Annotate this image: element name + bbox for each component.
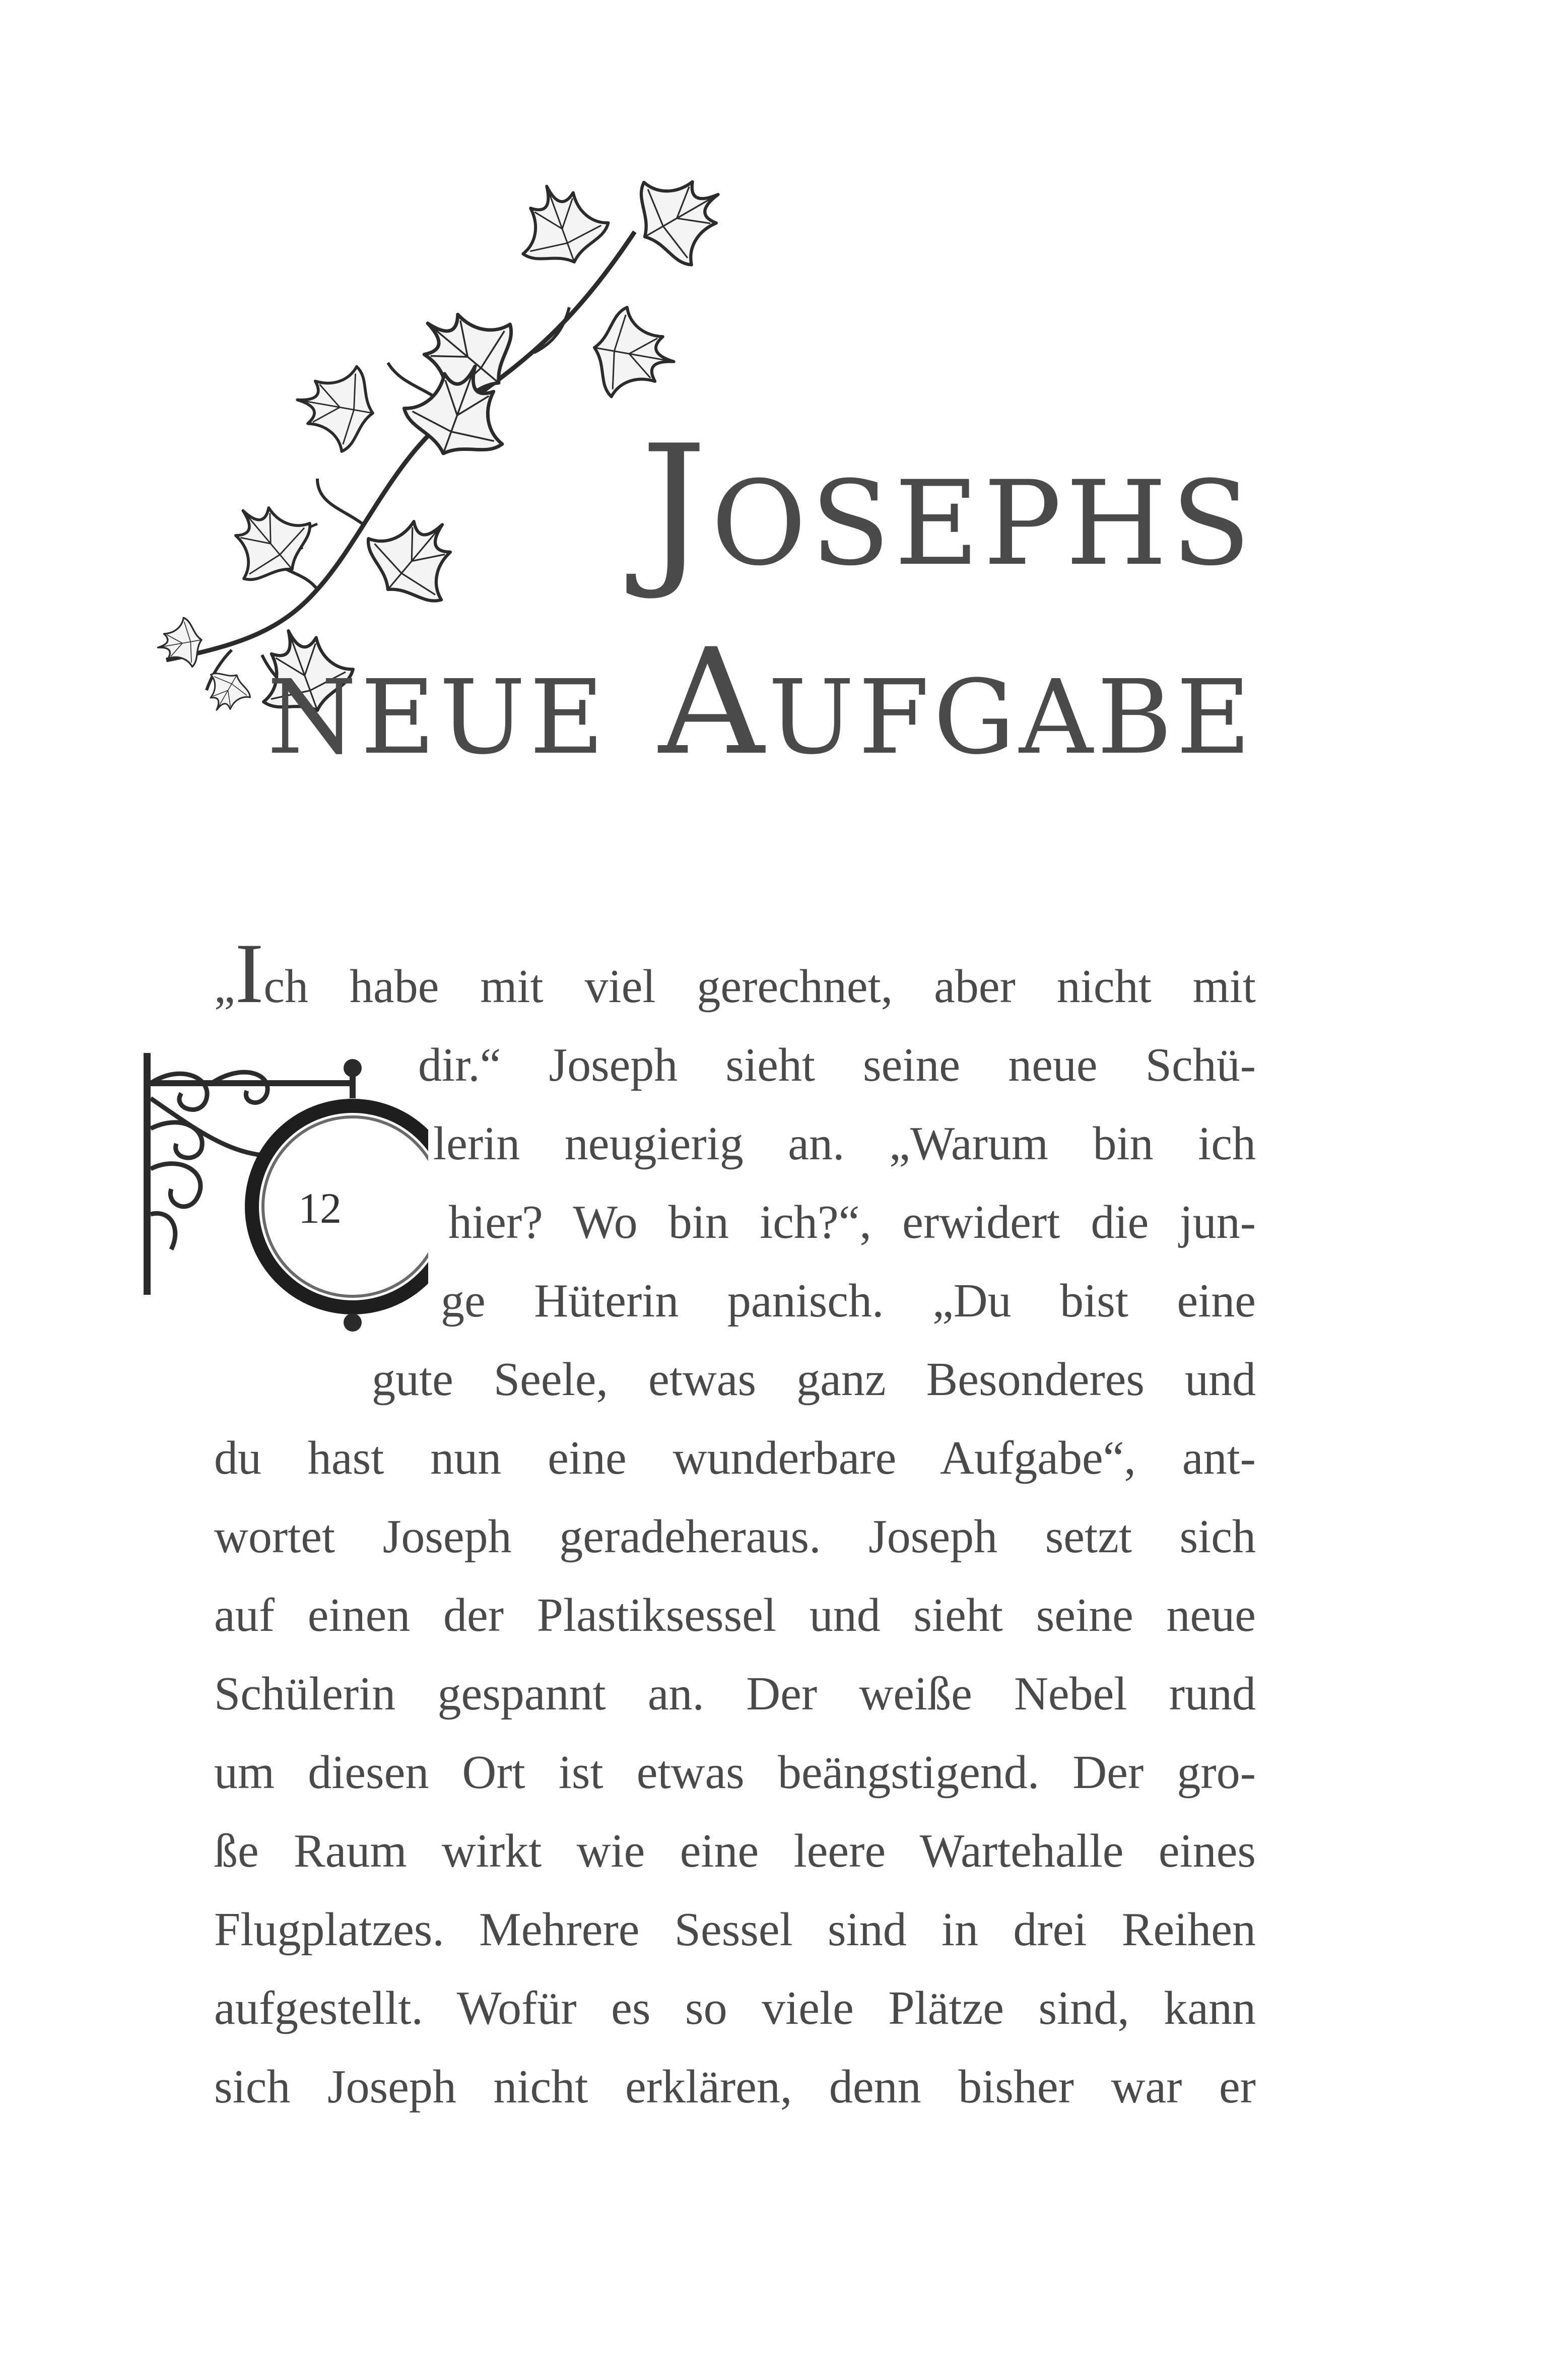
text-line: aufgestellt. Wofür es so viele Plätze sind, kann xyxy=(214,1982,1256,2034)
text-line: Schülerin gespannt an. Der weiße Nebel rund xyxy=(214,1668,1256,1720)
text-line: hier? Wo bin ich?“, erwidert die jun- xyxy=(448,1196,1256,1248)
chapter-title-line2: neue Aufgabe xyxy=(267,618,1255,787)
text-line: „Ich habe mit viel gerechnet, aber nicht mit xyxy=(214,926,1256,1021)
text-line: um diesen Ort ist etwas beängstigend. Der gro- xyxy=(214,1746,1256,1799)
text-line: ge Hüterin panisch. „Du bist eine xyxy=(441,1275,1256,1327)
text-line: du hast nun eine wunderbare Aufgabe“, ant- xyxy=(214,1432,1256,1484)
text-line: lerin neugierig an. „Warum bin ich xyxy=(433,1117,1256,1170)
text-line: dir.“ Joseph sieht seine neue Schü- xyxy=(418,1039,1256,1091)
opening-quote: „ xyxy=(214,960,235,1013)
text-line: gute Seele, etwas ganz Besonderes und xyxy=(372,1353,1256,1406)
text-line: ße Raum wirkt wie eine leere Wartehalle eines xyxy=(214,1825,1256,1877)
text-line: sich Joseph nicht erklären, denn bisher war er xyxy=(214,2061,1256,2113)
drop-cap: I xyxy=(235,926,264,1021)
text-line: auf einen der Plastiksessel und sieht seine neue xyxy=(214,1589,1256,1641)
text-line: wortet Joseph geradeheraus. Joseph setzt sich xyxy=(214,1510,1256,1563)
chapter-title-line1: Josephs xyxy=(640,410,1255,603)
text-line: Flugplatzes. Mehrere Sessel sind in drei Reihen xyxy=(214,1903,1256,1956)
page-number: 12 xyxy=(298,1184,342,1232)
